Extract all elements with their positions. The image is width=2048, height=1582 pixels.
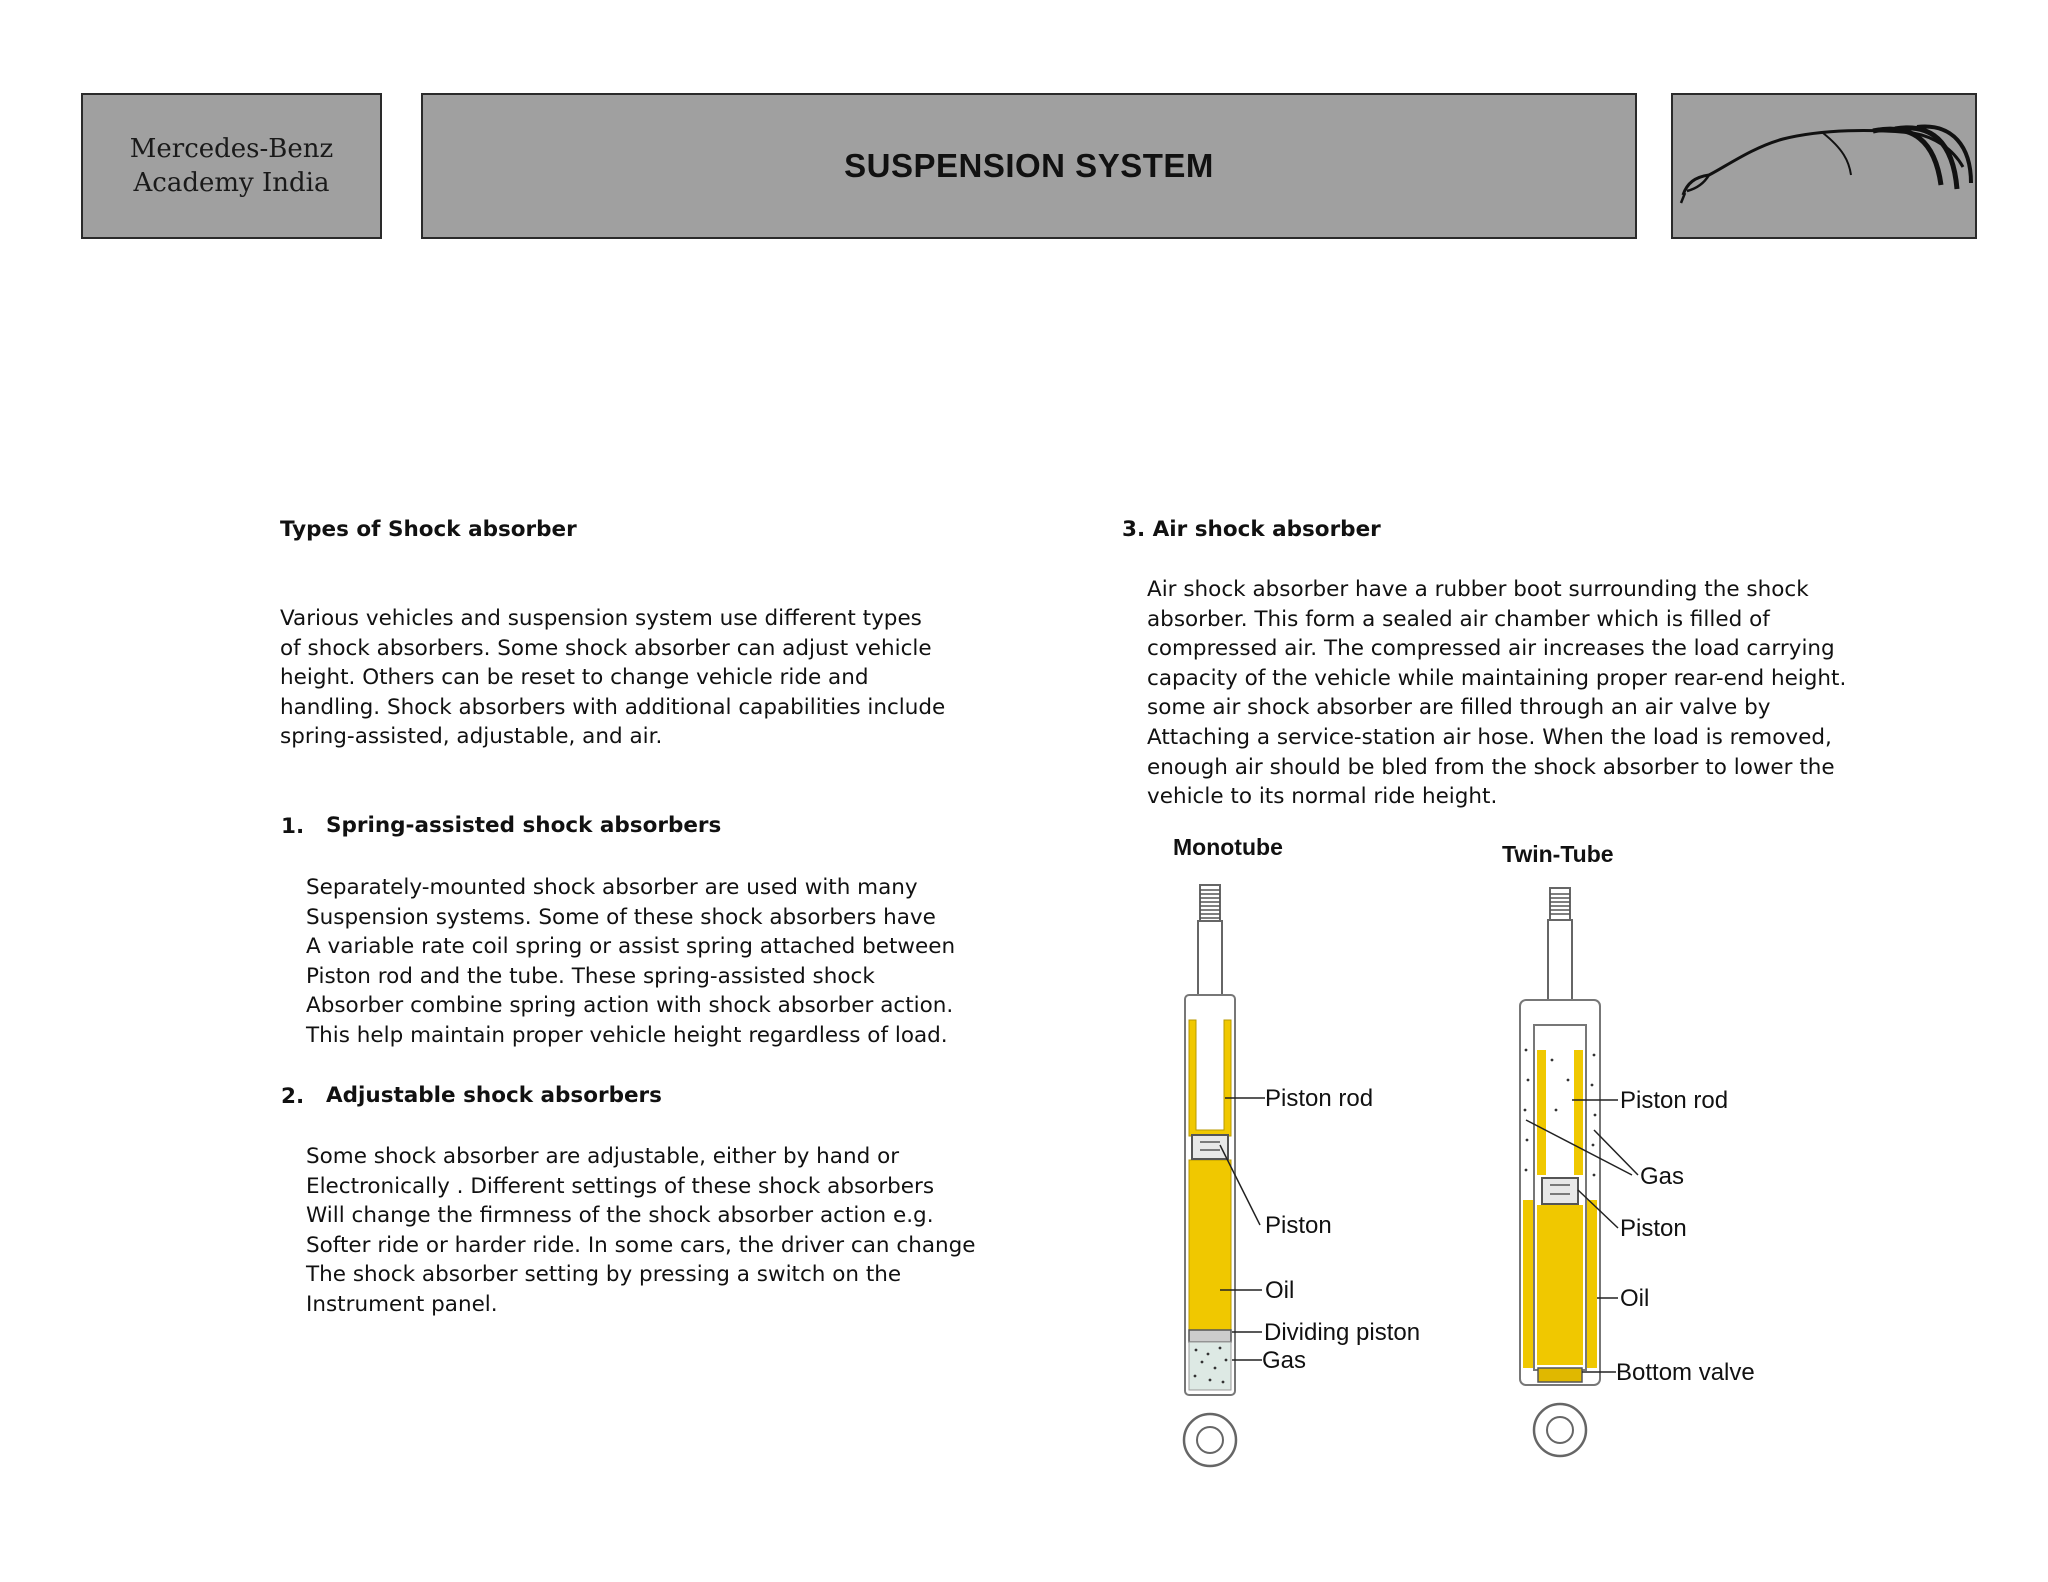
- section-2-line: Some shock absorber are adjustable, either by hand or: [306, 1144, 900, 1169]
- twintube-oil-lower: [1537, 1205, 1583, 1365]
- car-logo-box: [1671, 93, 1977, 239]
- section-3-line: some air shock absorber are filled through an air valve by: [1147, 695, 1771, 721]
- twintube-label: Piston: [1620, 1215, 1687, 1242]
- monotube-oil-lower: [1189, 1160, 1231, 1330]
- twintube-label: Bottom valve: [1616, 1359, 1755, 1386]
- logo-line-2: Academy India: [133, 168, 330, 198]
- section-2-line: Will change the firmness of the shock absorber action e.g.: [306, 1203, 934, 1229]
- logo-line-1: Mercedes-Benz: [129, 134, 334, 164]
- twintube-label: Gas: [1640, 1163, 1685, 1190]
- page-title: SUSPENSION SYSTEM: [844, 147, 1214, 184]
- section-2-line: Electronically . Different settings of these shock absorbers: [306, 1173, 935, 1199]
- section-1-line: Separately-mounted shock absorber are used with many: [306, 875, 918, 900]
- twintube-piston: [1542, 1178, 1578, 1204]
- section-2-line: The shock absorber setting by pressing a switch on the: [306, 1262, 902, 1288]
- section-2-line: Softer ride or harder ride. In some cars, the driver can change: [306, 1232, 976, 1258]
- section-1-line: Piston rod and the tube. These spring-assisted shock: [306, 963, 875, 989]
- monotube-label: Piston: [1265, 1212, 1332, 1239]
- section-3-line: capacity of the vehicle while maintaining proper rear-end height.: [1147, 665, 1847, 691]
- monotube-label: Dividing piston: [1264, 1319, 1421, 1346]
- section-3-line: vehicle to its normal ride height.: [1147, 784, 1498, 810]
- section-3-line: absorber. This form a sealed air chamber which is filled of: [1147, 606, 1770, 632]
- section-2-body: [306, 1142, 976, 1320]
- section-3-line: compressed air. The compressed air increases the load carrying: [1147, 636, 1835, 662]
- intro-line: spring-assisted, adjustable, and air.: [280, 724, 663, 750]
- section-3-line: Air shock absorber have a rubber boot surrounding the shock: [1147, 577, 1809, 602]
- section-2-line: Instrument panel.: [306, 1291, 498, 1317]
- twintube-bottom-valve: [1538, 1368, 1582, 1382]
- monotube-label: Gas: [1262, 1347, 1307, 1374]
- section-1-line: Absorber combine spring action with shock absorber action.: [306, 993, 954, 1019]
- intro-line: height. Others can be reset to change vehicle ride and: [280, 665, 869, 691]
- monotube-dividing-piston: [1189, 1330, 1231, 1342]
- intro-line: of shock absorbers. Some shock absorber can adjust vehicle: [280, 635, 932, 661]
- title-box: [421, 93, 1637, 239]
- shock-absorber-diagram: [1160, 820, 1780, 1470]
- twintube-label: Oil: [1620, 1285, 1650, 1312]
- intro-paragraph: [280, 604, 945, 752]
- section-1-line: Suspension systems. Some of these shock absorbers have: [306, 904, 936, 930]
- monotube-label: Oil: [1265, 1277, 1295, 1304]
- twintube-figure: [1502, 841, 1755, 1456]
- section-2-heading: Adjustable shock absorbers: [326, 1083, 662, 1108]
- types-heading: Types of Shock absorber: [280, 517, 577, 542]
- section-1-heading: Spring-assisted shock absorbers: [326, 813, 722, 838]
- twintube-top-stud: [1550, 888, 1570, 920]
- monotube-figure: [1173, 834, 1420, 1466]
- monotube-title: Monotube: [1173, 834, 1283, 860]
- section-1-body: [306, 873, 955, 1051]
- twintube-label: Piston rod: [1620, 1087, 1729, 1114]
- twintube-reservoir-oil-left: [1523, 1200, 1533, 1368]
- twintube-reservoir-oil-right: [1587, 1200, 1597, 1368]
- intro-line: handling. Shock absorbers with additional capabilities include: [280, 694, 946, 720]
- section-3-line: Attaching a service-station air hose. When the load is removed,: [1147, 724, 1832, 750]
- monotube-label: Piston rod: [1265, 1085, 1374, 1112]
- section-1-number: 1.: [281, 814, 305, 839]
- academy-logo-box: [81, 93, 382, 239]
- twintube-title: Twin-Tube: [1502, 841, 1614, 867]
- section-3-body: [1147, 575, 1846, 812]
- section-1-line: A variable rate coil spring or assist spring attached between: [306, 934, 956, 960]
- car-silhouette-icon: [1673, 95, 1975, 237]
- section-2-number: 2.: [281, 1084, 305, 1109]
- section-3-heading: 3. Air shock absorber: [1122, 517, 1381, 542]
- monotube-piston: [1192, 1135, 1228, 1159]
- section-3-line: enough air should be bled from the shock absorber to lower the: [1147, 754, 1835, 780]
- section-1-line: This help maintain proper vehicle height regardless of load.: [306, 1022, 948, 1048]
- intro-line: Various vehicles and suspension system use different types: [280, 606, 922, 631]
